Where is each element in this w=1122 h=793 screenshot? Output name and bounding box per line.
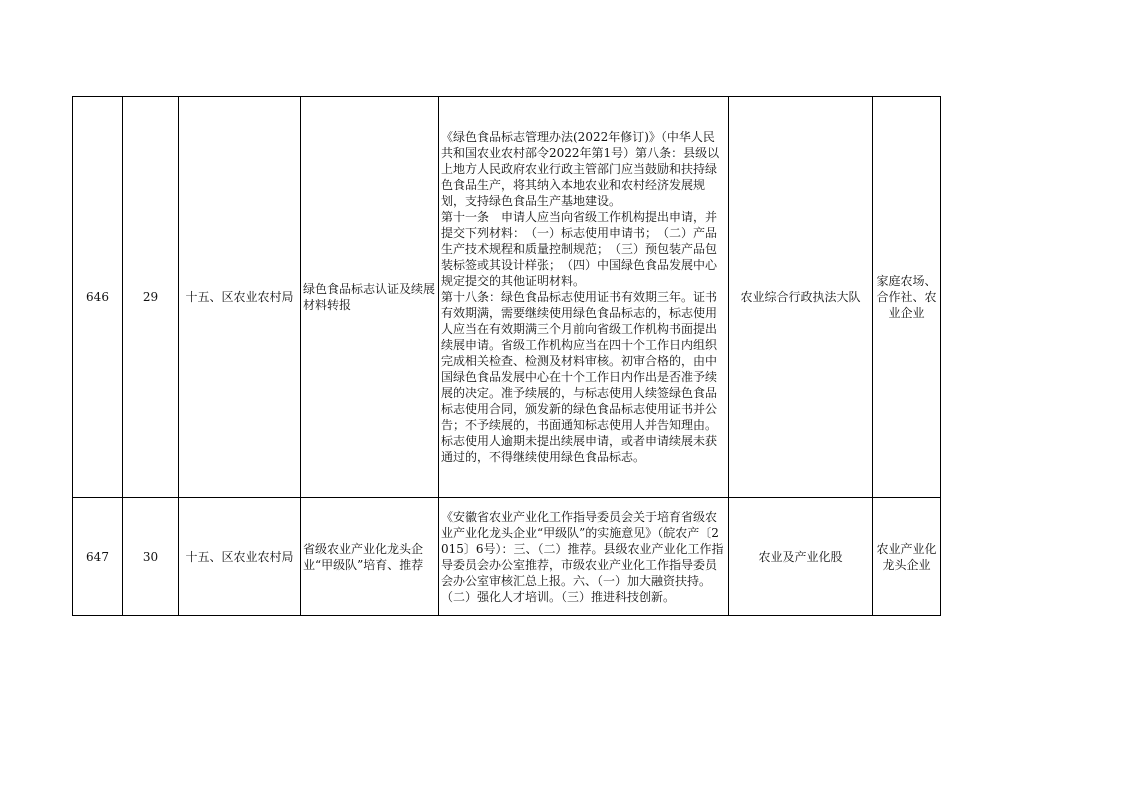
department-cell: 十五、区农业农村局 (179, 498, 301, 616)
legal-basis-paragraph: 《绿色食品标志管理办法(2022年修订)》（中华人民共和国农业农村部令2022年第1号）第八条：县级以上地方人民政府农业行政主管部门应当鼓励和扶持绿色食品生产，将其纳入本地农业和农村经济发展规划，支持绿色食品生产基地建设。 (441, 130, 720, 208)
legal-basis-paragraph: 标志使用人逾期未提出续展申请，或者申请续展未获通过的，不得继续使用绿色食品标志。 (441, 434, 718, 464)
item-name-cell: 省级农业产业化龙头企业“甲级队”培育、推荐 (301, 498, 439, 616)
table-row (73, 97, 941, 498)
item-name-cell: 绿色食品标志认证及续展材料转报 (301, 97, 439, 498)
service-target-cell: 农业产业化龙头企业 (873, 498, 941, 616)
responsible-unit-cell: 农业综合行政执法大队 (729, 97, 873, 498)
department-cell: 十五、区农业农村局 (179, 97, 301, 498)
sub-serial-number-cell: 30 (123, 498, 179, 616)
service-target-cell: 家庭农场、合作社、农业企业 (873, 97, 941, 498)
serial-number-cell: 647 (73, 498, 123, 616)
matters-table (72, 96, 941, 616)
responsible-unit-cell: 农业及产业化股 (729, 498, 873, 616)
sub-serial-number-cell: 29 (123, 97, 179, 498)
table-row (73, 498, 941, 616)
legal-basis-cell (439, 97, 729, 498)
legal-basis-paragraph: 《安徽省农业产业化工作指导委员会关于培育省级农业产业化龙头企业“甲级队”的实施意见》（皖农产〔2015〕6号）：三、（二）推荐。县级农业产业化工作指导委员会办公室推荐，市级农业产业化工作指导委员会办公室审核汇总上报。六、（一）加大融资扶持。（二）强化人才培训。（三）推进科技创新。 (441, 509, 724, 604)
serial-number-cell: 646 (73, 97, 123, 498)
legal-basis-cell (439, 498, 729, 616)
legal-basis-paragraph: 第十一条 申请人应当向省级工作机构提出申请，并提交下列材料： （一）标志使用申请书； （二）产品生产技术规程和质量控制规范； （三）预包装产品包装标签或其设计样张； （四）中国绿色食品发展中心规定提交的其他证明材料。 (441, 210, 718, 288)
legal-basis-paragraph: 第十八条：绿色食品标志使用证书有效期三年。证书有效期满，需要继续使用绿色食品标志的，标志使用人应当在有效期满三个月前向省级工作机构书面提出续展申请。省级工作机构应当在四十个工作日内组织完成相关检查、检测及材料审核。初审合格的，由中国绿色食品发展中心在十个工作日内作出是否准予续展的决定。准予续展的，与标志使用人续签绿色食品标志使用合同，颁发新的绿色食品标志使用证书并公告；不予续展的，书面通知标志使用人并告知理由。 (441, 290, 718, 432)
